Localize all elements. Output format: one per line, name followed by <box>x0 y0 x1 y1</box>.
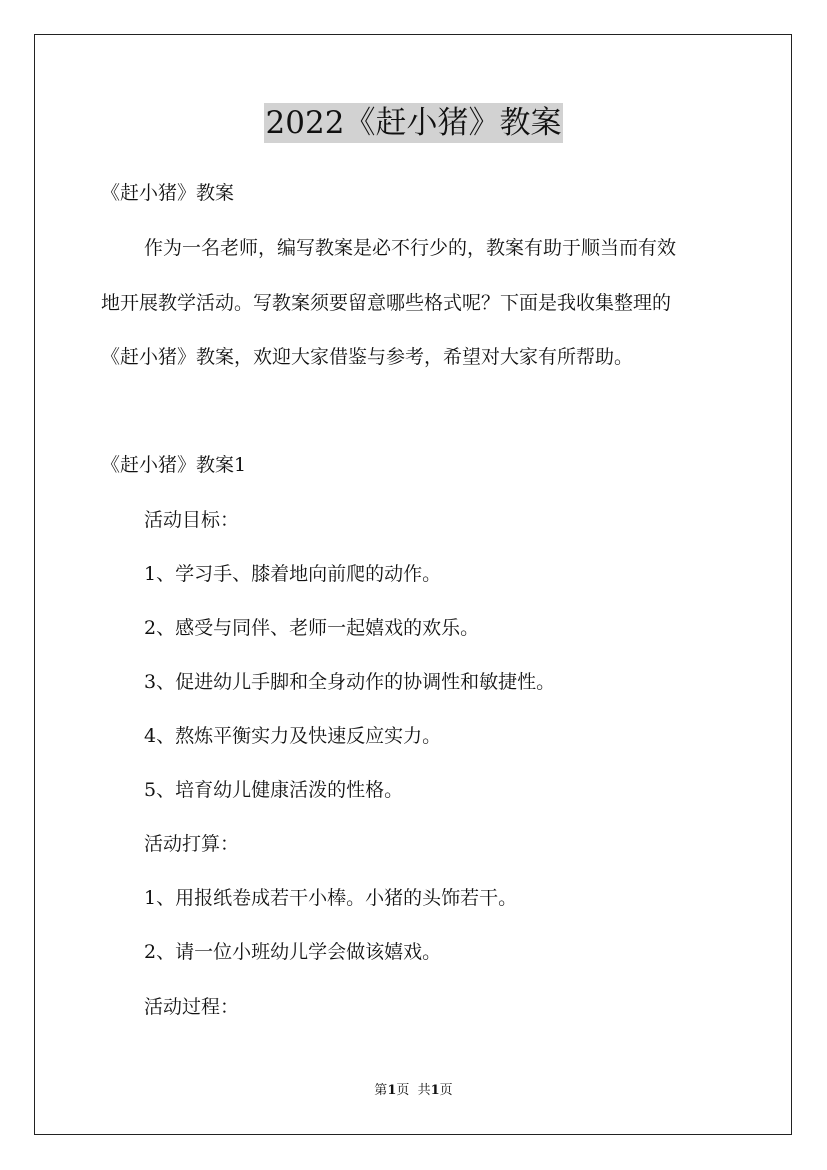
goal-item-2: 2、感受与同伴、老师一起嬉戏的欢乐。 <box>144 617 480 639</box>
prep-item-2: 2、请一位小班幼儿学会做该嬉戏。 <box>144 941 442 963</box>
goal-item-5: 5、培育幼儿健康活泼的性格。 <box>144 779 404 801</box>
intro-line-1: 作为一名老师，编写教案是必不行少的，教案有助于顺当而有效 <box>144 237 677 259</box>
prep-heading: 活动打算： <box>144 833 240 855</box>
section-heading: 《赶小猪》教案1 <box>101 454 247 476</box>
goal-item-1: 1、学习手、膝着地向前爬的动作。 <box>144 563 442 585</box>
process-heading: 活动过程： <box>144 996 240 1018</box>
goal-item-3: 3、促进幼儿手脚和全身动作的协调性和敏捷性。 <box>144 671 556 693</box>
document-title: 2022《赶小猪》教案 <box>265 105 562 141</box>
footer-prefix: 第 <box>374 1083 388 1098</box>
intro-line-3: 《赶小猪》教案，欢迎大家借鉴与参考，希望对大家有所帮助。 <box>101 346 634 368</box>
goals-heading: 活动目标： <box>144 509 240 531</box>
total-page-number: 1 <box>430 1083 440 1098</box>
subtitle-line: 《赶小猪》教案 <box>101 182 235 204</box>
goal-item-4: 4、熬炼平衡实力及快速反应实力。 <box>144 725 442 747</box>
prep-item-1: 1、用报纸卷成若干小棒。小猪的头饰若干。 <box>144 887 518 909</box>
current-page-number: 1 <box>387 1083 397 1098</box>
document-title-bar <box>0 103 827 143</box>
page-footer <box>0 1083 827 1099</box>
intro-line-2: 地开展教学活动。写教案须要留意哪些格式呢？下面是我收集整理的 <box>101 292 672 314</box>
footer-mid: 页 共 <box>396 1083 431 1098</box>
footer-suffix: 页 <box>439 1083 453 1098</box>
